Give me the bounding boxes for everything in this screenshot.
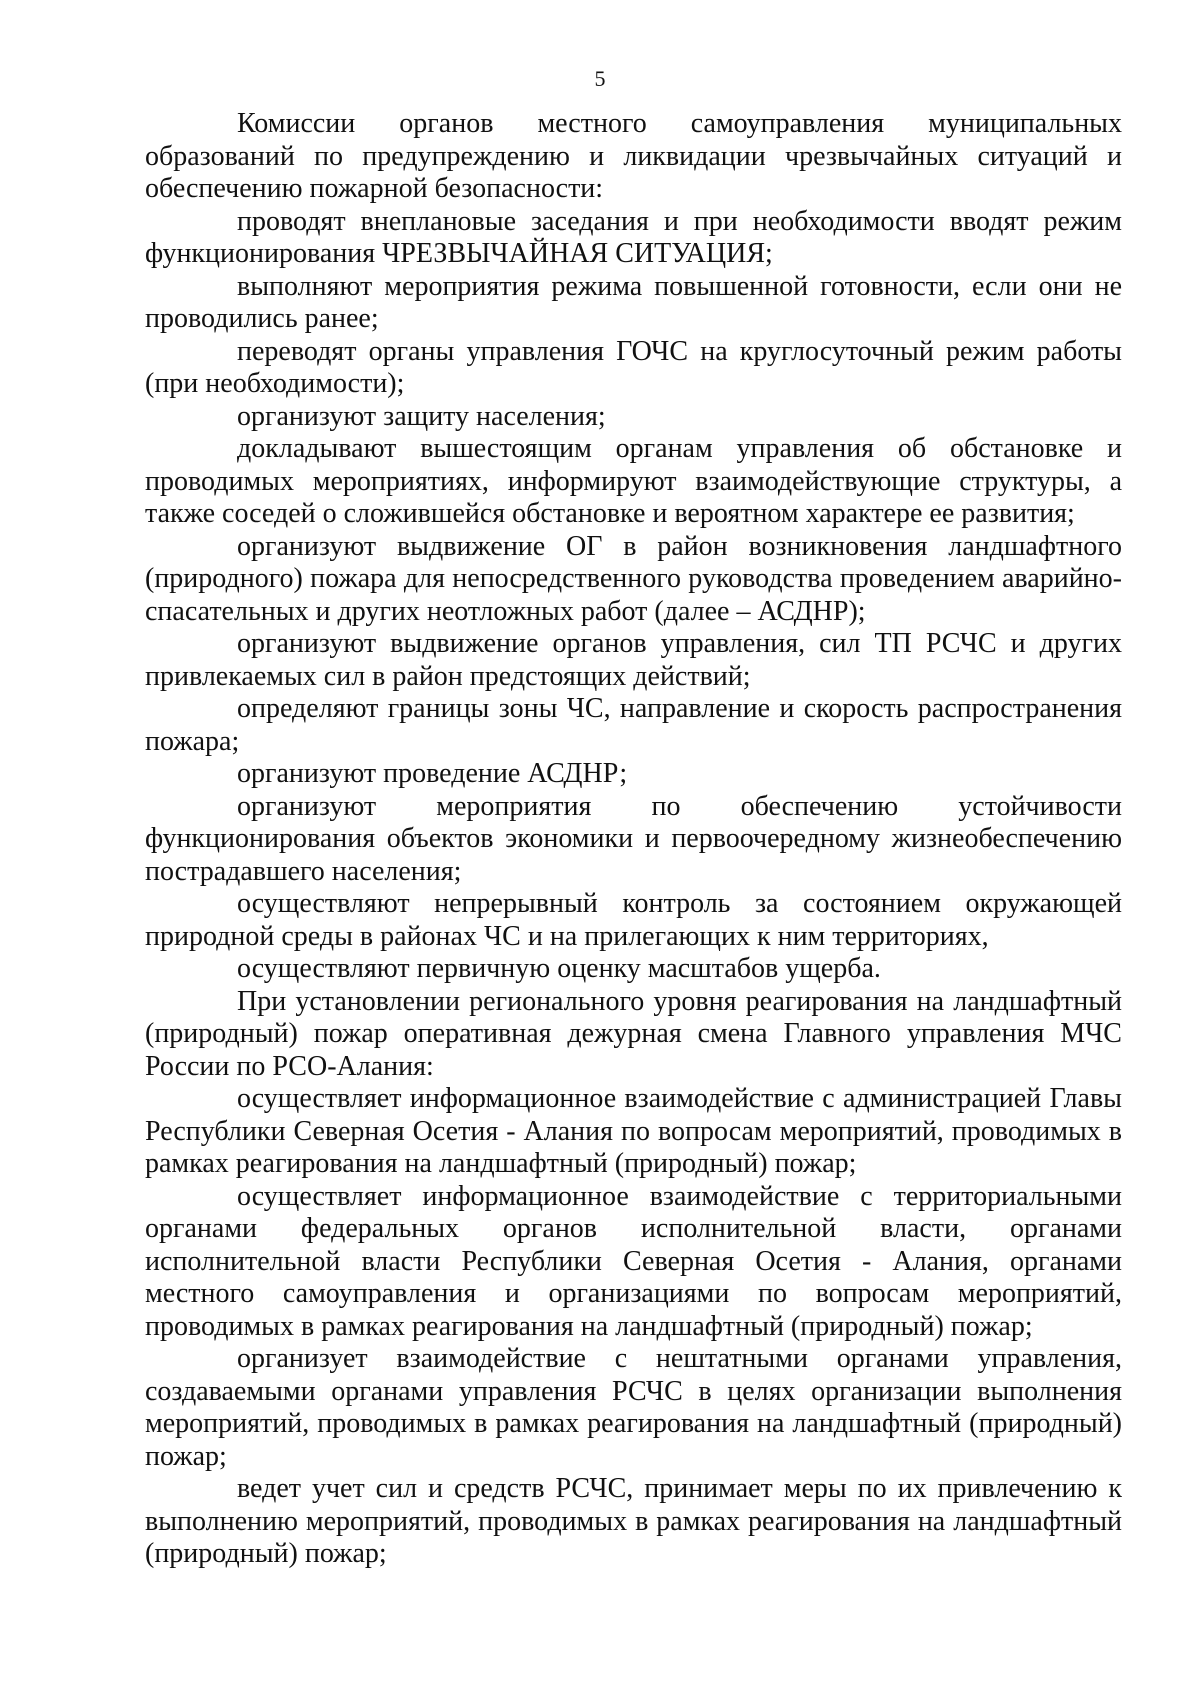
paragraph-reporting: докладывают вышестоящим органам управления об обстановке и проводимых мероприятиях, информируют взаимодействующие структуры, а также соседей о сложившейся обстановке и вероятном характере ее развития; xyxy=(145,433,1122,529)
paragraph-nonstaff-bodies-interaction: организует взаимодействие с нештатными органами управления, создаваемыми органами управления РСЧС в целях организации выполнения мероприятий, проводимых в рамках реагирования на ландшафтный (природный) пожар; xyxy=(145,1343,1122,1472)
paragraph-population-protection: организуют защиту населения; xyxy=(237,400,606,432)
paragraph-meetings: проводят внеплановые заседания и при необходимости вводят режим функционирования ЧРЕЗВЫЧАЙНАЯ СИТУАЦИЯ; xyxy=(145,205,1122,269)
paragraph-damage-assessment: осуществляют первичную оценку масштабов ущерба. xyxy=(237,953,881,984)
paragraph-og-deployment: организуют выдвижение ОГ в район возникновения ландшафтного (природного) пожара для непосредственного руководства проведением аварийно-спасательных и других неотложных работ (далее – АСДНР); xyxy=(145,530,1122,627)
paragraph-zone-boundaries: определяют границы зоны ЧС, направление и скорость распространения пожара; xyxy=(145,693,1122,757)
paragraph-commission-intro: Комиссии органов местного самоуправления муниципальных образований по предупреждению и ликвидации чрезвычайных ситуаций и обеспечению пожарной безопасности: xyxy=(145,108,1122,204)
paragraph-forces-deployment: организуют выдвижение органов управления, сил ТП РСЧС и других привлекаемых сил в район предстоящих действий; xyxy=(145,628,1122,692)
paragraph-environment-control: осуществляют непрерывный контроль за состоянием окружающей природной среды в районах ЧС и на прилегающих к ним территориях, xyxy=(145,888,1122,952)
paragraph-sustainability: организуют мероприятия по обеспечению устойчивости функционирования объектов экономики и первоочередному жизнеобеспечению пострадавшего населения; xyxy=(145,790,1122,887)
paragraph-regional-level-intro: При установлении регионального уровня реагирования на ландшафтный (природный) пожар оперативная дежурная смена Главного управления МЧС России по РСО-Алания: xyxy=(145,985,1122,1082)
paragraph-readiness-measures: выполняют мероприятия режима повышенной готовности, если они не проводились ранее; xyxy=(145,270,1122,334)
paragraph-head-administration-interaction: осуществляет информационное взаимодействие с администрацией Главы Республики Северная Осетия - Алания по вопросам мероприятий, проводимых в рамках реагирования на ландшафтный (природный) пожар; xyxy=(145,1083,1122,1179)
paragraph-round-the-clock: переводят органы управления ГОЧС на круглосуточный режим работы (при необходимости); xyxy=(145,335,1122,399)
page-number: 5 xyxy=(594,66,606,91)
document-body xyxy=(145,108,1122,1571)
paragraph-forces-accounting: ведет учет сил и средств РСЧС, принимает меры по их привлечению к выполнению мероприятий, проводимых в рамках реагирования на ландшафтный (природный) пожар; xyxy=(145,1473,1122,1569)
paragraph-territorial-bodies-interaction: осуществляет информационное взаимодействие с территориальными органами федеральных органов исполнительной власти, органами исполнительной власти Республики Северная Осетия - Алания, органами местного самоуправления и организациями по вопросам мероприятий, проводимых в рамках реагирования на ландшафтный (природный) пожар; xyxy=(145,1180,1122,1342)
paragraph-asdnr: организуют проведение АСДНР; xyxy=(237,758,628,789)
